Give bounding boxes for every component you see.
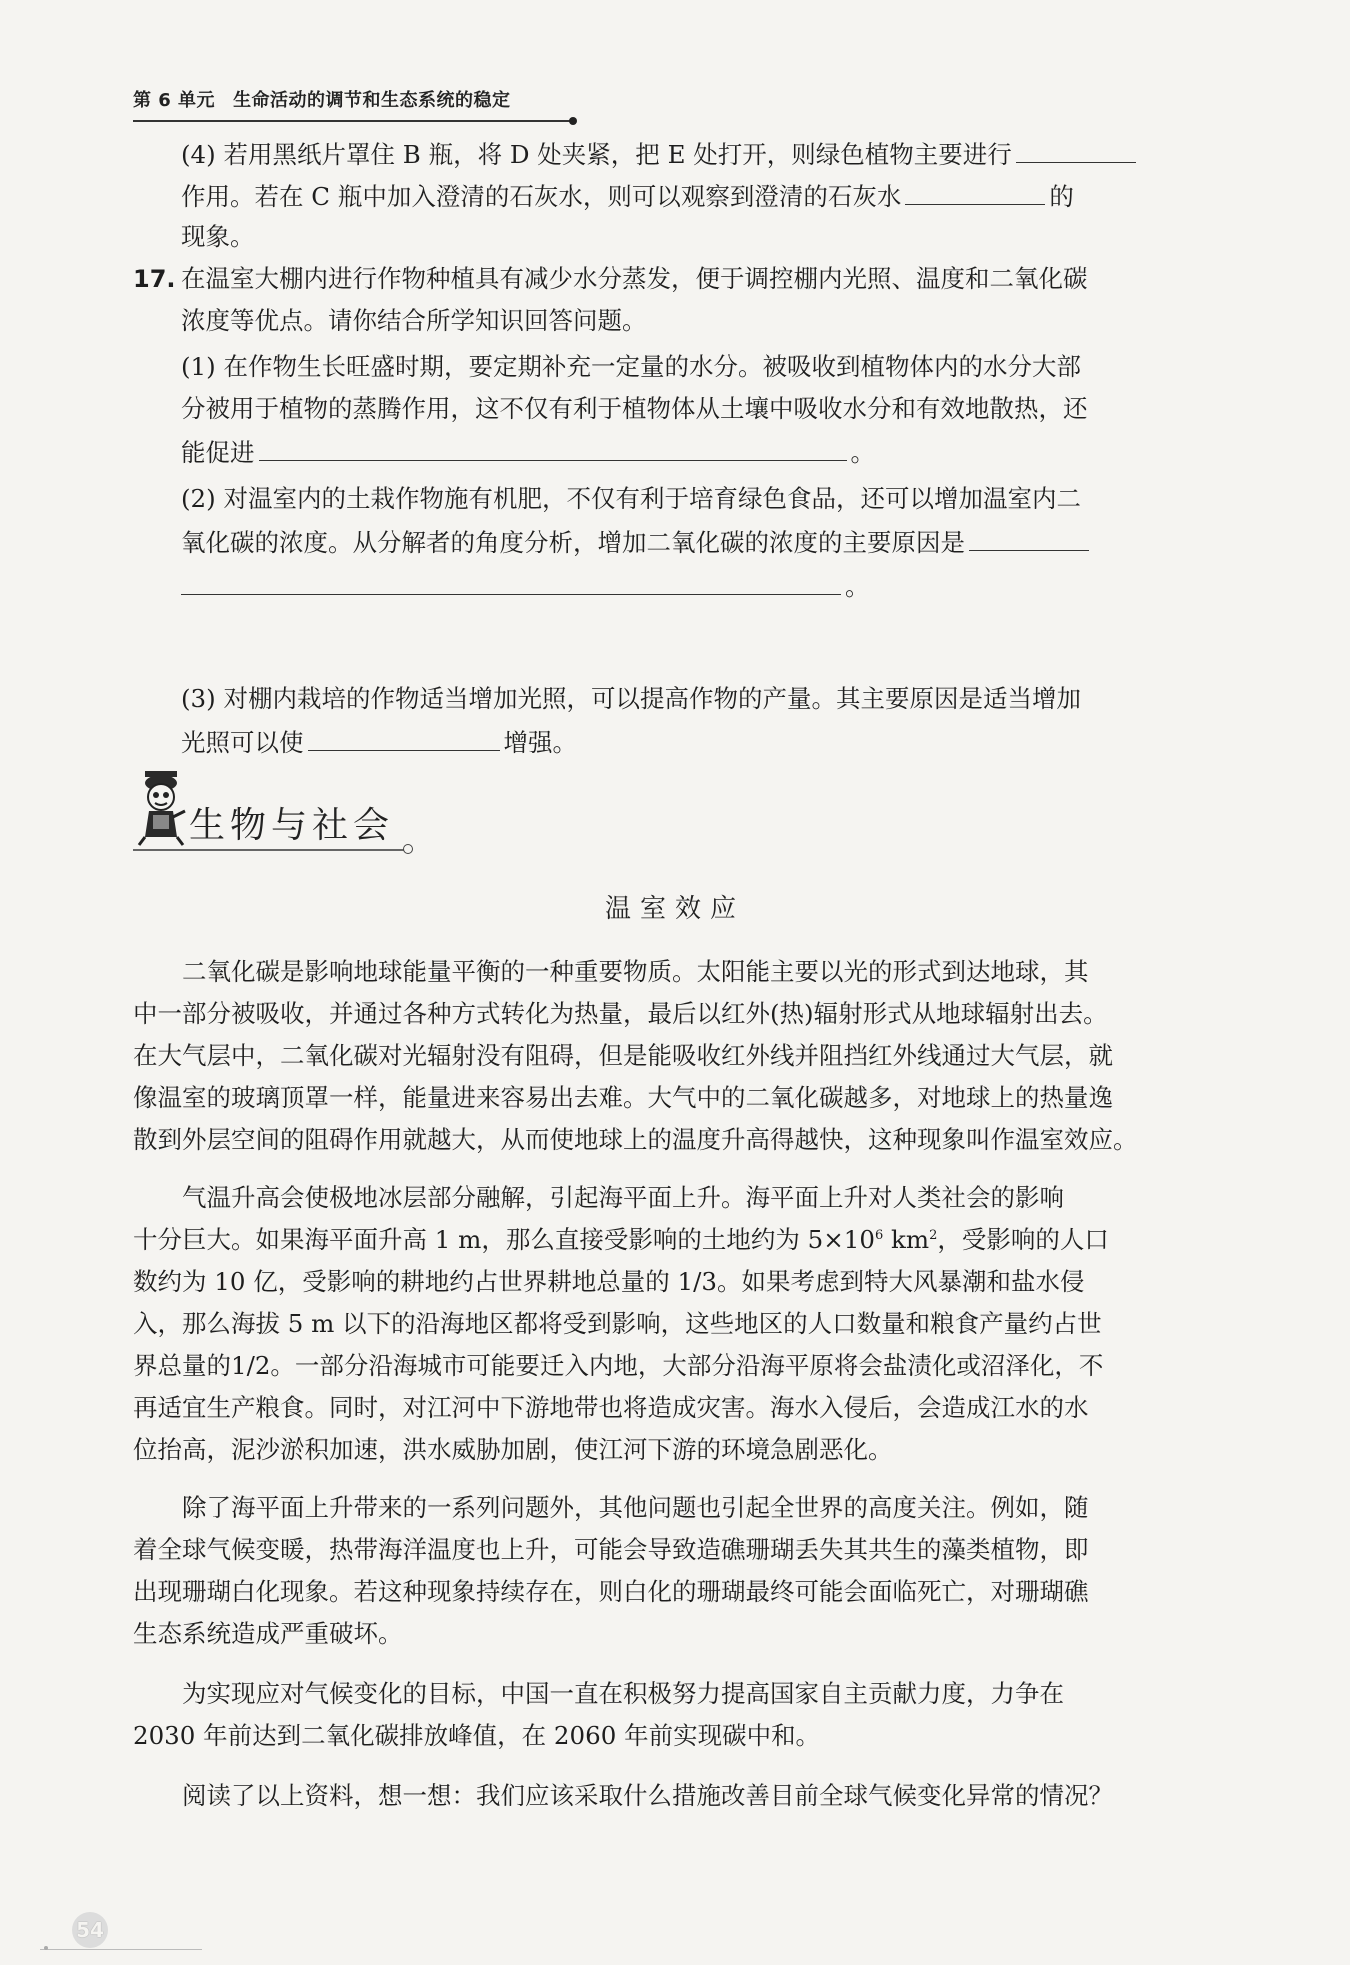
mascot-icon: [133, 765, 189, 847]
q17-p1-line2: 分被用于植物的蒸腾作用，这不仅有利于植物体从土壤中吸收水分和有效地散热，还: [181, 394, 1088, 423]
page-header: [133, 86, 579, 112]
q17-p1-line3: 能促进 。: [181, 434, 1201, 470]
q17-p2-line3: 。: [181, 568, 1201, 604]
q17-stem-line1: 在温室大棚内进行作物种植具有减少水分蒸发，便于调控棚内光照、温度和二氧化碳: [181, 264, 1088, 293]
footer-rule: [40, 1949, 202, 1950]
article-line: 位抬高，泥沙淤积加速，洪水威胁加剧，使江河下游的环境急剧恶化。: [133, 1435, 893, 1464]
q16-part4-line1: (4) 若用黑纸片罩住 B 瓶，将 D 处夹紧，把 E 处打开，则绿色植物主要进行: [181, 136, 1201, 172]
article-line: 生态系统造成严重破坏。: [133, 1619, 403, 1648]
question-number: 17.: [133, 265, 176, 293]
article-line: 入，那么海拔 5 m 以下的沿海地区都将受到影响，这些地区的人口数量和粮食产量约占世: [133, 1309, 1102, 1338]
q17-p2-line2: 氧化碳的浓度。从分解者的角度分析，增加二氧化碳的浓度的主要原因是: [181, 524, 1201, 560]
header-rule: [133, 120, 573, 122]
article-line: 散到外层空间的阻碍作用就越大，从而使地球上的温度升高得越快，这种现象叫作温室效应。: [133, 1125, 1138, 1154]
page-number: 54: [72, 1912, 108, 1948]
answer-blank[interactable]: [1016, 136, 1136, 163]
section-title: 生物与社会: [189, 805, 395, 846]
article-line: 除了海平面上升带来的一系列问题外，其他问题也引起全世界的高度关注。例如，随: [133, 1493, 1089, 1522]
page-footer: [40, 1912, 210, 1962]
answer-blank[interactable]: [969, 524, 1089, 551]
q16-part4-line2: 作用。若在 C 瓶中加入澄清的石灰水，则可以观察到澄清的石灰水 的: [181, 178, 1201, 214]
q17-stem-line2: 浓度等优点。请你结合所学知识回答问题。: [181, 306, 647, 335]
article-line: 为实现应对气候变化的目标，中国一直在积极努力提高国家自主贡献力度，力争在: [133, 1679, 1064, 1708]
footer-dot: [44, 1946, 48, 1950]
article-line: 界总量的1/2。一部分沿海城市可能要迁入内地，大部分沿海平原将会盐渍化或沼泽化，不: [133, 1351, 1104, 1380]
answer-blank[interactable]: [905, 178, 1045, 205]
article-line: 阅读了以上资料，想一想：我们应该采取什么措施改善目前全球气候变化异常的情况？: [133, 1781, 1113, 1810]
article-line: 像温室的玻璃顶罩一样，能量进来容易出去难。大气中的二氧化碳越多，对地球上的热量逸: [133, 1083, 1113, 1112]
q17-p3-line2: 光照可以使 增强。: [181, 724, 1201, 760]
article-line: 数约为 10 亿，受影响的耕地约占世界耕地总量的 1/3。如果考虑到特大风暴潮和盐水侵: [133, 1267, 1085, 1296]
answer-blank[interactable]: [308, 724, 500, 751]
article-line: 2030 年前达到二氧化碳排放峰值，在 2060 年前实现碳中和。: [133, 1721, 821, 1750]
header-dot: [569, 117, 577, 125]
q16-part4-line3: 现象。: [181, 222, 255, 251]
answer-blank[interactable]: [259, 434, 847, 461]
unit-label: 第 6 单元: [133, 90, 216, 111]
article-line: 着全球气候变暖，热带海洋温度也上升，可能会导致造礁珊瑚丢失其共生的藻类植物，即: [133, 1535, 1089, 1564]
article-line: 中一部分被吸收，并通过各种方式转化为热量，最后以红外(热)辐射形式从地球辐射出去。: [133, 999, 1108, 1028]
answer-blank[interactable]: [181, 568, 841, 595]
banner-circle: [403, 844, 413, 854]
unit-title: 生命活动的调节和生态系统的稳定: [233, 90, 511, 111]
article-line: 二氧化碳是影响地球能量平衡的一种重要物质。太阳能主要以光的形式到达地球，其: [133, 957, 1089, 986]
article-title: 温室效应: [604, 894, 745, 924]
article-line: 出现珊瑚白化现象。若这种现象持续存在，则白化的珊瑚最终可能会面临死亡，对珊瑚礁: [133, 1577, 1089, 1606]
banner-rule: [133, 849, 405, 851]
q17-p1-line1: (1) 在作物生长旺盛时期，要定期补充一定量的水分。被吸收到植物体内的水分大部: [181, 352, 1081, 381]
article-line: 在大气层中，二氧化碳对光辐射没有阻碍，但是能吸收红外线并阻挡红外线通过大气层，就: [133, 1041, 1113, 1070]
article-line: 十分巨大。如果海平面升高 1 m，那么直接受影响的土地约为 $5\times 10^6$ $km^2$，受影响的人口: [133, 1225, 1109, 1254]
article-line: 再适宜生产粮食。同时，对江河中下游地带也将造成灾害。海水入侵后，会造成江水的水: [133, 1393, 1089, 1422]
q17-p3-line1: (3) 对棚内栽培的作物适当增加光照，可以提高作物的产量。其主要原因是适当增加: [181, 684, 1081, 713]
section-banner: [133, 765, 413, 865]
header-text: [133, 86, 579, 112]
article-line: 气温升高会使极地冰层部分融解，引起海平面上升。海平面上升对人类社会的影响: [133, 1183, 1064, 1212]
q17-p2-line1: (2) 对温室内的土栽作物施有机肥，不仅有利于培育绿色食品，还可以增加温室内二: [181, 484, 1081, 513]
